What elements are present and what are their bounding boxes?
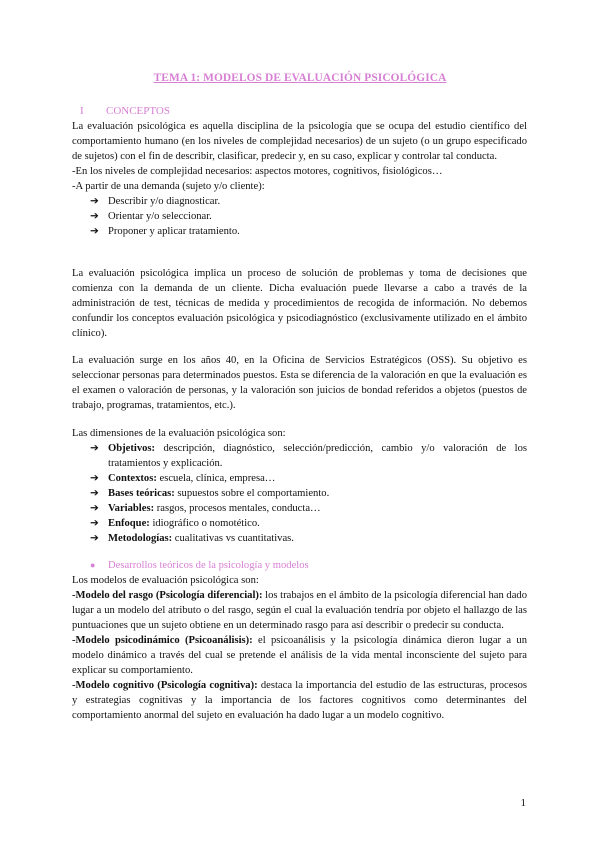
arrow-bullet-icon: ➔	[90, 518, 99, 529]
arrow-bullet-icon: ➔	[90, 211, 99, 222]
list-item: ➔ Orientar y/o seleccionar.	[90, 211, 212, 222]
document-title: TEMA 1: MODELOS DE EVALUACIÓN PSICOLÓGICA	[153, 72, 447, 84]
list-item: ➔ Variables: rasgos, procesos mentales, conducta…	[90, 503, 321, 514]
arrow-bullet-icon: ➔	[90, 196, 99, 207]
intro-block	[72, 119, 527, 239]
arrow-bullet-icon: ➔	[90, 226, 99, 237]
paragraph-demand: -A partir de una demanda (sujeto y/o cliente):	[72, 181, 265, 192]
list-item: ➔ Contextos: escuela, clínica, empresa…	[90, 473, 276, 484]
list-item: ➔ Metodologías: cualitativas vs cuantitativas.	[90, 533, 294, 544]
list-item: ➔ Bases teóricas: supuestos sobre el comportamiento.	[90, 488, 330, 499]
section-number: I	[80, 105, 84, 117]
arrow-bullet-icon: ➔	[90, 503, 99, 514]
model-paragraph: -Modelo del rasgo (Psicología diferencial): los trabajos en el ámbito de la psicología diferencial han dado lugar a un modelo del atributo o del rasgo, según el cual la evaluación tendría por objeto el hallazgo de las puntuaciones que un sujeto obtiene en un determinado rasgo para así describir o predecir su conducta.	[72, 590, 527, 631]
list-item: ➔ Objetivos: descripción, diagnóstico, selección/predicción, cambio y/o valoración de los tratamientos y explicación.	[90, 443, 527, 469]
model-paragraph: -Modelo cognitivo (Psicología cognitiva): destaca la importancia del estudio de las estructuras, procesos y estrategias cognitivas y la importancia de los factores cognitivos como determinantes del comportamiento anormal del sujeto en evaluación ha dado lugar a un modelo cognitivo.	[72, 680, 527, 721]
paragraph-models-intro: Los modelos de evaluación psicológica son:	[72, 575, 259, 586]
models-block	[72, 558, 527, 723]
arrow-bullet-icon: ➔	[90, 443, 99, 454]
section-heading	[80, 105, 170, 117]
page-number: 1	[520, 797, 526, 809]
arrow-bullet-icon: ➔	[90, 533, 99, 544]
list-item: ➔ Enfoque: idiográfico o nomotético.	[90, 518, 260, 529]
arrow-bullet-icon: ➔	[90, 488, 99, 499]
model-paragraph: -Modelo psicodinámico (Psicoanálisis): el psicoanálisis y la psicología dinámica dieron lugar a un modelo dinámico a través del cual se pretende el análisis de la vida mental inconsciente del sujeto para explicar su comportamiento.	[72, 635, 527, 676]
list-item: ➔ Describir y/o diagnosticar.	[90, 196, 221, 207]
paragraph-definition: La evaluación psicológica es aquella disciplina de la psicología que se ocupa del estudio científico del comportamiento humano (en los niveles de complejidad necesarios) de un sujeto (o un grupo especificado de sujetos) con el fin de describir, clasificar, predecir y, en su caso, explicar y controlar tal conducta.	[72, 121, 527, 162]
paragraph-history: La evaluación surge en los años 40, en la Oficina de Servicios Estratégicos (OSS). Su objetivo es seleccionar personas para determinados puestos. Esta se diferencia de la valoración en que la evaluación es el examen o valoración de personas, y la valoración son juicios de bondad referidos a objetos (puestos de trabajo, programas, tratamientos, etc.).	[72, 355, 527, 411]
dimensions-block	[72, 426, 527, 546]
paragraph-process: La evaluación psicológica implica un proceso de solución de problemas y toma de decisiones que comienza con la demanda de un cliente. Dicha evaluación puede llevarse a cabo a través de la administración de test, técnicas de medida y procedimientos de recogida de información. No debemos confundir los conceptos evaluación psicológica y psicodiagnóstico (exclusivamente utilizado en el ámbito clínico).	[72, 268, 527, 339]
paragraph-dimensions: Las dimensiones de la evaluación psicológica son:	[72, 428, 286, 439]
subsection-heading: ● Desarrollos teóricos de la psicología y modelos	[90, 560, 309, 571]
section-label: CONCEPTOS	[106, 105, 170, 117]
list-item: ➔ Proponer y aplicar tratamiento.	[90, 226, 240, 237]
paragraph-levels: -En los niveles de complejidad necesarios: aspectos motores, cognitivos, fisiológicos…	[72, 166, 443, 177]
bullet-dot-icon: ●	[90, 560, 96, 570]
arrow-bullet-icon: ➔	[90, 473, 99, 484]
